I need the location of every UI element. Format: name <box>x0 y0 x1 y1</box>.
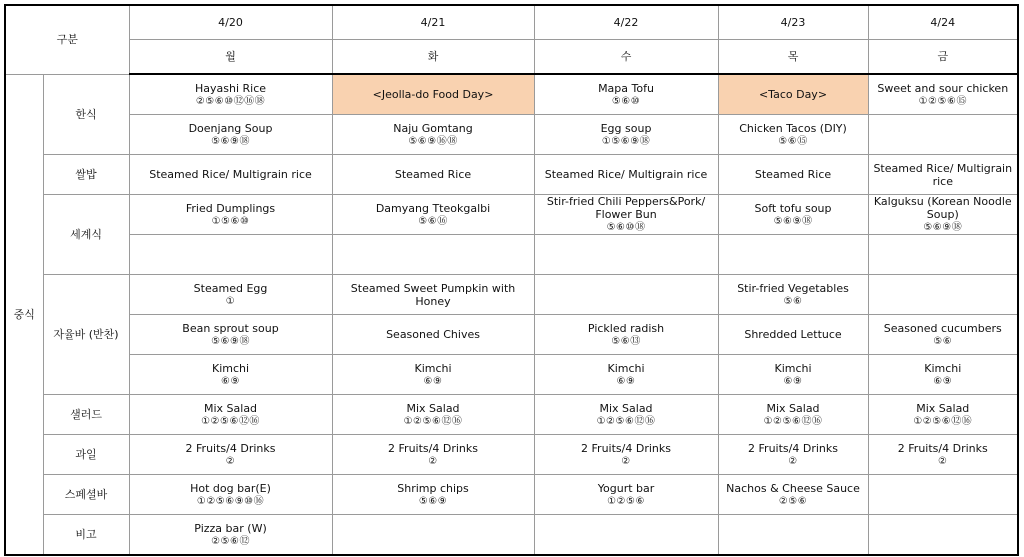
menu-cell <box>868 395 1018 435</box>
menu-cell <box>718 355 868 395</box>
menu-row <box>5 235 1018 275</box>
allergen-codes: ①②⑤⑥⑮ <box>918 95 967 107</box>
dish-name: Steamed Rice <box>754 168 832 181</box>
dish-name: Seasoned Chives <box>386 328 480 341</box>
dish-name: Yogurt bar <box>597 481 655 495</box>
dish-name: Hot dog bar(E) <box>190 481 271 495</box>
menu-row <box>5 74 1018 115</box>
allergen-codes: ⑥⑨ <box>221 375 240 387</box>
allergen-codes: ⑥⑨ <box>423 375 443 387</box>
dish-name: Bean sprout soup <box>182 321 279 335</box>
menu-cell <box>129 195 332 235</box>
menu-cell <box>129 155 332 195</box>
dish-name: Pickled radish <box>587 321 665 335</box>
menu-cell <box>534 395 718 435</box>
allergen-codes: ⑤⑥ <box>783 295 803 307</box>
dish-name: Kalguksu (Korean Noodle Soup) <box>873 195 1012 221</box>
dish-name: Mix Salad <box>766 401 820 415</box>
dish-name: Kimchi <box>414 361 452 375</box>
dish-name: Mapa Tofu <box>598 81 654 95</box>
menu-row <box>5 115 1018 155</box>
menu-cell <box>868 195 1018 235</box>
menu-cell <box>534 155 718 195</box>
menu-cell <box>718 275 868 315</box>
menu-row <box>5 195 1018 235</box>
menu-cell <box>534 435 718 475</box>
dish-name: Pizza bar (W) <box>194 521 267 535</box>
menu-cell <box>718 195 868 235</box>
category-label: 샐러드 <box>43 395 129 435</box>
menu-cell <box>129 235 332 275</box>
menu-cell <box>868 475 1018 515</box>
allergen-codes: ①②⑤⑥⑫⑯ <box>763 415 823 427</box>
menu-cell <box>718 155 868 195</box>
dish-name: Stir-fried Chili Peppers&Pork/ Flower Bun <box>546 195 706 221</box>
day-header: 화 <box>332 40 534 75</box>
dish-name: Damyang Tteokgalbi <box>375 201 491 215</box>
dish-name: Stir-fried Vegetables <box>737 281 849 295</box>
dish-name: Egg soup <box>600 121 652 135</box>
menu-cell <box>534 74 718 115</box>
allergen-codes: ② <box>938 455 948 467</box>
menu-cell <box>129 315 332 355</box>
menu-cell <box>332 355 534 395</box>
day-header: 수 <box>534 40 718 75</box>
allergen-codes: ⑤⑥ <box>933 335 953 347</box>
day-header: 월 <box>129 40 332 75</box>
menu-cell <box>718 74 868 115</box>
category-label: 비고 <box>43 515 129 556</box>
allergen-codes: ①②⑤⑥⑫⑯ <box>201 415 260 427</box>
division-header: 구분 <box>5 5 129 74</box>
allergen-codes: ② <box>428 455 438 467</box>
menu-cell <box>868 355 1018 395</box>
menu-cell <box>534 275 718 315</box>
menu-cell <box>868 515 1018 556</box>
menu-cell <box>868 435 1018 475</box>
allergen-codes: ①②⑤⑥⑫⑯ <box>913 415 973 427</box>
menu-cell <box>718 395 868 435</box>
allergen-codes: ⑤⑥⑨⑯⑱ <box>408 135 458 147</box>
menu-cell <box>718 475 868 515</box>
date-header: 4/22 <box>534 5 718 40</box>
allergen-codes: ⑤⑥⑮ <box>778 135 808 147</box>
dish-name: Kimchi <box>211 361 250 375</box>
dish-name: Naju Gomtang <box>393 121 473 135</box>
allergen-codes: ② <box>621 455 631 467</box>
menu-row <box>5 515 1018 556</box>
menu-cell <box>332 515 534 556</box>
menu-cell <box>718 115 868 155</box>
dish-name: Chicken Tacos (DIY) <box>739 121 847 135</box>
menu-cell <box>332 435 534 475</box>
dish-name: Shrimp chips <box>397 481 469 495</box>
allergen-codes: ①⑤⑥⑨⑱ <box>601 135 651 147</box>
menu-cell <box>534 235 718 275</box>
menu-cell <box>718 435 868 475</box>
menu-cell <box>718 235 868 275</box>
menu-row <box>5 275 1018 315</box>
dish-name: Nachos & Cheese Sauce <box>726 481 860 495</box>
allergen-codes: ⑤⑥⑨⑱ <box>923 222 963 233</box>
dish-name: Kimchi <box>924 361 962 375</box>
menu-cell <box>129 355 332 395</box>
menu-cell <box>129 115 332 155</box>
dish-name: 2 Fruits/4 Drinks <box>748 441 838 455</box>
dish-name: Soft tofu soup <box>754 201 832 215</box>
dish-name: 2 Fruits/4 Drinks <box>388 441 478 455</box>
category-label: 스페셜바 <box>43 475 129 515</box>
menu-cell <box>332 155 534 195</box>
dish-name: Doenjang Soup <box>188 121 273 135</box>
dish-name: <Jeolla-do Food Day> <box>372 88 494 101</box>
allergen-codes: ② <box>225 455 236 467</box>
menu-table <box>4 4 1019 556</box>
allergen-codes: ①②⑤⑥ <box>607 495 645 507</box>
menu-cell <box>332 235 534 275</box>
dish-name: 2 Fruits/4 Drinks <box>185 441 276 455</box>
menu-cell <box>868 235 1018 275</box>
allergen-codes: ⑤⑥⑨ <box>418 495 448 507</box>
date-header: 4/20 <box>129 5 332 40</box>
menu-cell <box>718 315 868 355</box>
dish-name: 2 Fruits/4 Drinks <box>897 441 988 455</box>
allergen-codes: ⑤⑥⑨⑱ <box>773 215 813 227</box>
allergen-codes: ⑤⑥⑩⑱ <box>606 222 646 233</box>
allergen-codes: ① <box>225 295 236 307</box>
menu-cell <box>332 275 534 315</box>
menu-cell <box>332 115 534 155</box>
menu-row <box>5 475 1018 515</box>
menu-cell <box>868 115 1018 155</box>
allergen-codes: ②⑤⑥⑫ <box>211 535 250 547</box>
allergen-codes: ②⑤⑥ <box>778 495 808 507</box>
menu-cell <box>868 74 1018 115</box>
allergen-codes: ②⑤⑥⑩⑫⑯⑱ <box>195 95 266 107</box>
allergen-codes: ⑥⑨ <box>933 375 953 387</box>
dish-name: Steamed Egg <box>193 281 268 295</box>
allergen-codes: ② <box>788 455 798 467</box>
allergen-codes: ⑤⑥⑬ <box>611 335 641 347</box>
allergen-codes: ⑥⑨ <box>783 375 803 387</box>
menu-cell <box>868 315 1018 355</box>
menu-cell <box>332 315 534 355</box>
meal-label: 중식 <box>5 74 43 555</box>
dish-name: Kimchi <box>607 361 645 375</box>
allergen-codes: ⑤⑥⑨⑱ <box>211 135 250 147</box>
menu-cell <box>332 475 534 515</box>
date-header: 4/24 <box>868 5 1018 40</box>
dish-name: Hayashi Rice <box>194 81 267 95</box>
allergen-codes: ⑤⑥⑩ <box>611 95 641 107</box>
menu-cell <box>332 395 534 435</box>
menu-cell <box>129 74 332 115</box>
menu-cell <box>534 515 718 556</box>
allergen-codes: ①⑤⑥⑩ <box>211 215 250 227</box>
menu-cell <box>868 275 1018 315</box>
allergen-codes: ⑤⑥⑨⑱ <box>211 335 250 347</box>
dish-name: Steamed Sweet Pumpkin with Honey <box>350 281 516 308</box>
dish-name: Seasoned cucumbers <box>883 321 1002 335</box>
allergen-codes: ①②⑤⑥⑫⑯ <box>403 415 463 427</box>
menu-cell <box>534 195 718 235</box>
menu-cell <box>868 155 1018 195</box>
allergen-codes: ⑤⑥⑯ <box>418 215 448 227</box>
dish-name: Steamed Rice/ Multigrain rice <box>544 168 708 181</box>
dish-name: Kimchi <box>774 361 812 375</box>
category-label: 쌀밥 <box>43 155 129 195</box>
menu-row <box>5 435 1018 475</box>
category-label: 세계식 <box>43 195 129 275</box>
dish-name: Steamed Rice <box>394 168 472 181</box>
menu-cell <box>129 515 332 556</box>
date-header: 4/21 <box>332 5 534 40</box>
menu-row <box>5 155 1018 195</box>
day-header: 목 <box>718 40 868 75</box>
menu-cell <box>129 435 332 475</box>
dish-name: Mix Salad <box>203 401 258 415</box>
dish-name: Mix Salad <box>599 401 653 415</box>
day-header: 금 <box>868 40 1018 75</box>
dish-name: Steamed Rice/ Multigrain rice <box>149 168 312 181</box>
menu-cell <box>534 475 718 515</box>
allergen-codes: ①②⑤⑥⑨⑩⑯ <box>196 495 265 507</box>
menu-cell <box>534 355 718 395</box>
menu-cell <box>129 475 332 515</box>
menu-cell <box>534 115 718 155</box>
menu-cell <box>129 275 332 315</box>
allergen-codes: ①②⑤⑥⑫⑯ <box>596 415 656 427</box>
menu-row <box>5 315 1018 355</box>
dish-name: Shredded Lettuce <box>744 328 842 341</box>
category-label: 한식 <box>43 74 129 155</box>
menu-cell <box>534 315 718 355</box>
menu-row <box>5 355 1018 395</box>
allergen-codes: ⑥⑨ <box>616 375 636 387</box>
menu-cell <box>129 395 332 435</box>
menu-cell <box>332 74 534 115</box>
dish-name: 2 Fruits/4 Drinks <box>581 441 671 455</box>
menu-cell <box>332 195 534 235</box>
dish-name: Sweet and sour chicken <box>877 81 1009 95</box>
menu-row <box>5 395 1018 435</box>
menu-cell <box>718 515 868 556</box>
dish-name: Mix Salad <box>406 401 460 415</box>
date-header: 4/23 <box>718 5 868 40</box>
dish-name: Fried Dumplings <box>185 201 276 215</box>
dish-name: <Taco Day> <box>758 88 828 101</box>
category-label: 자율바 (반찬) <box>43 275 129 395</box>
dish-name: Mix Salad <box>916 401 970 415</box>
category-label: 과일 <box>43 435 129 475</box>
dish-name: Steamed Rice/ Multigrain rice <box>873 161 1013 188</box>
